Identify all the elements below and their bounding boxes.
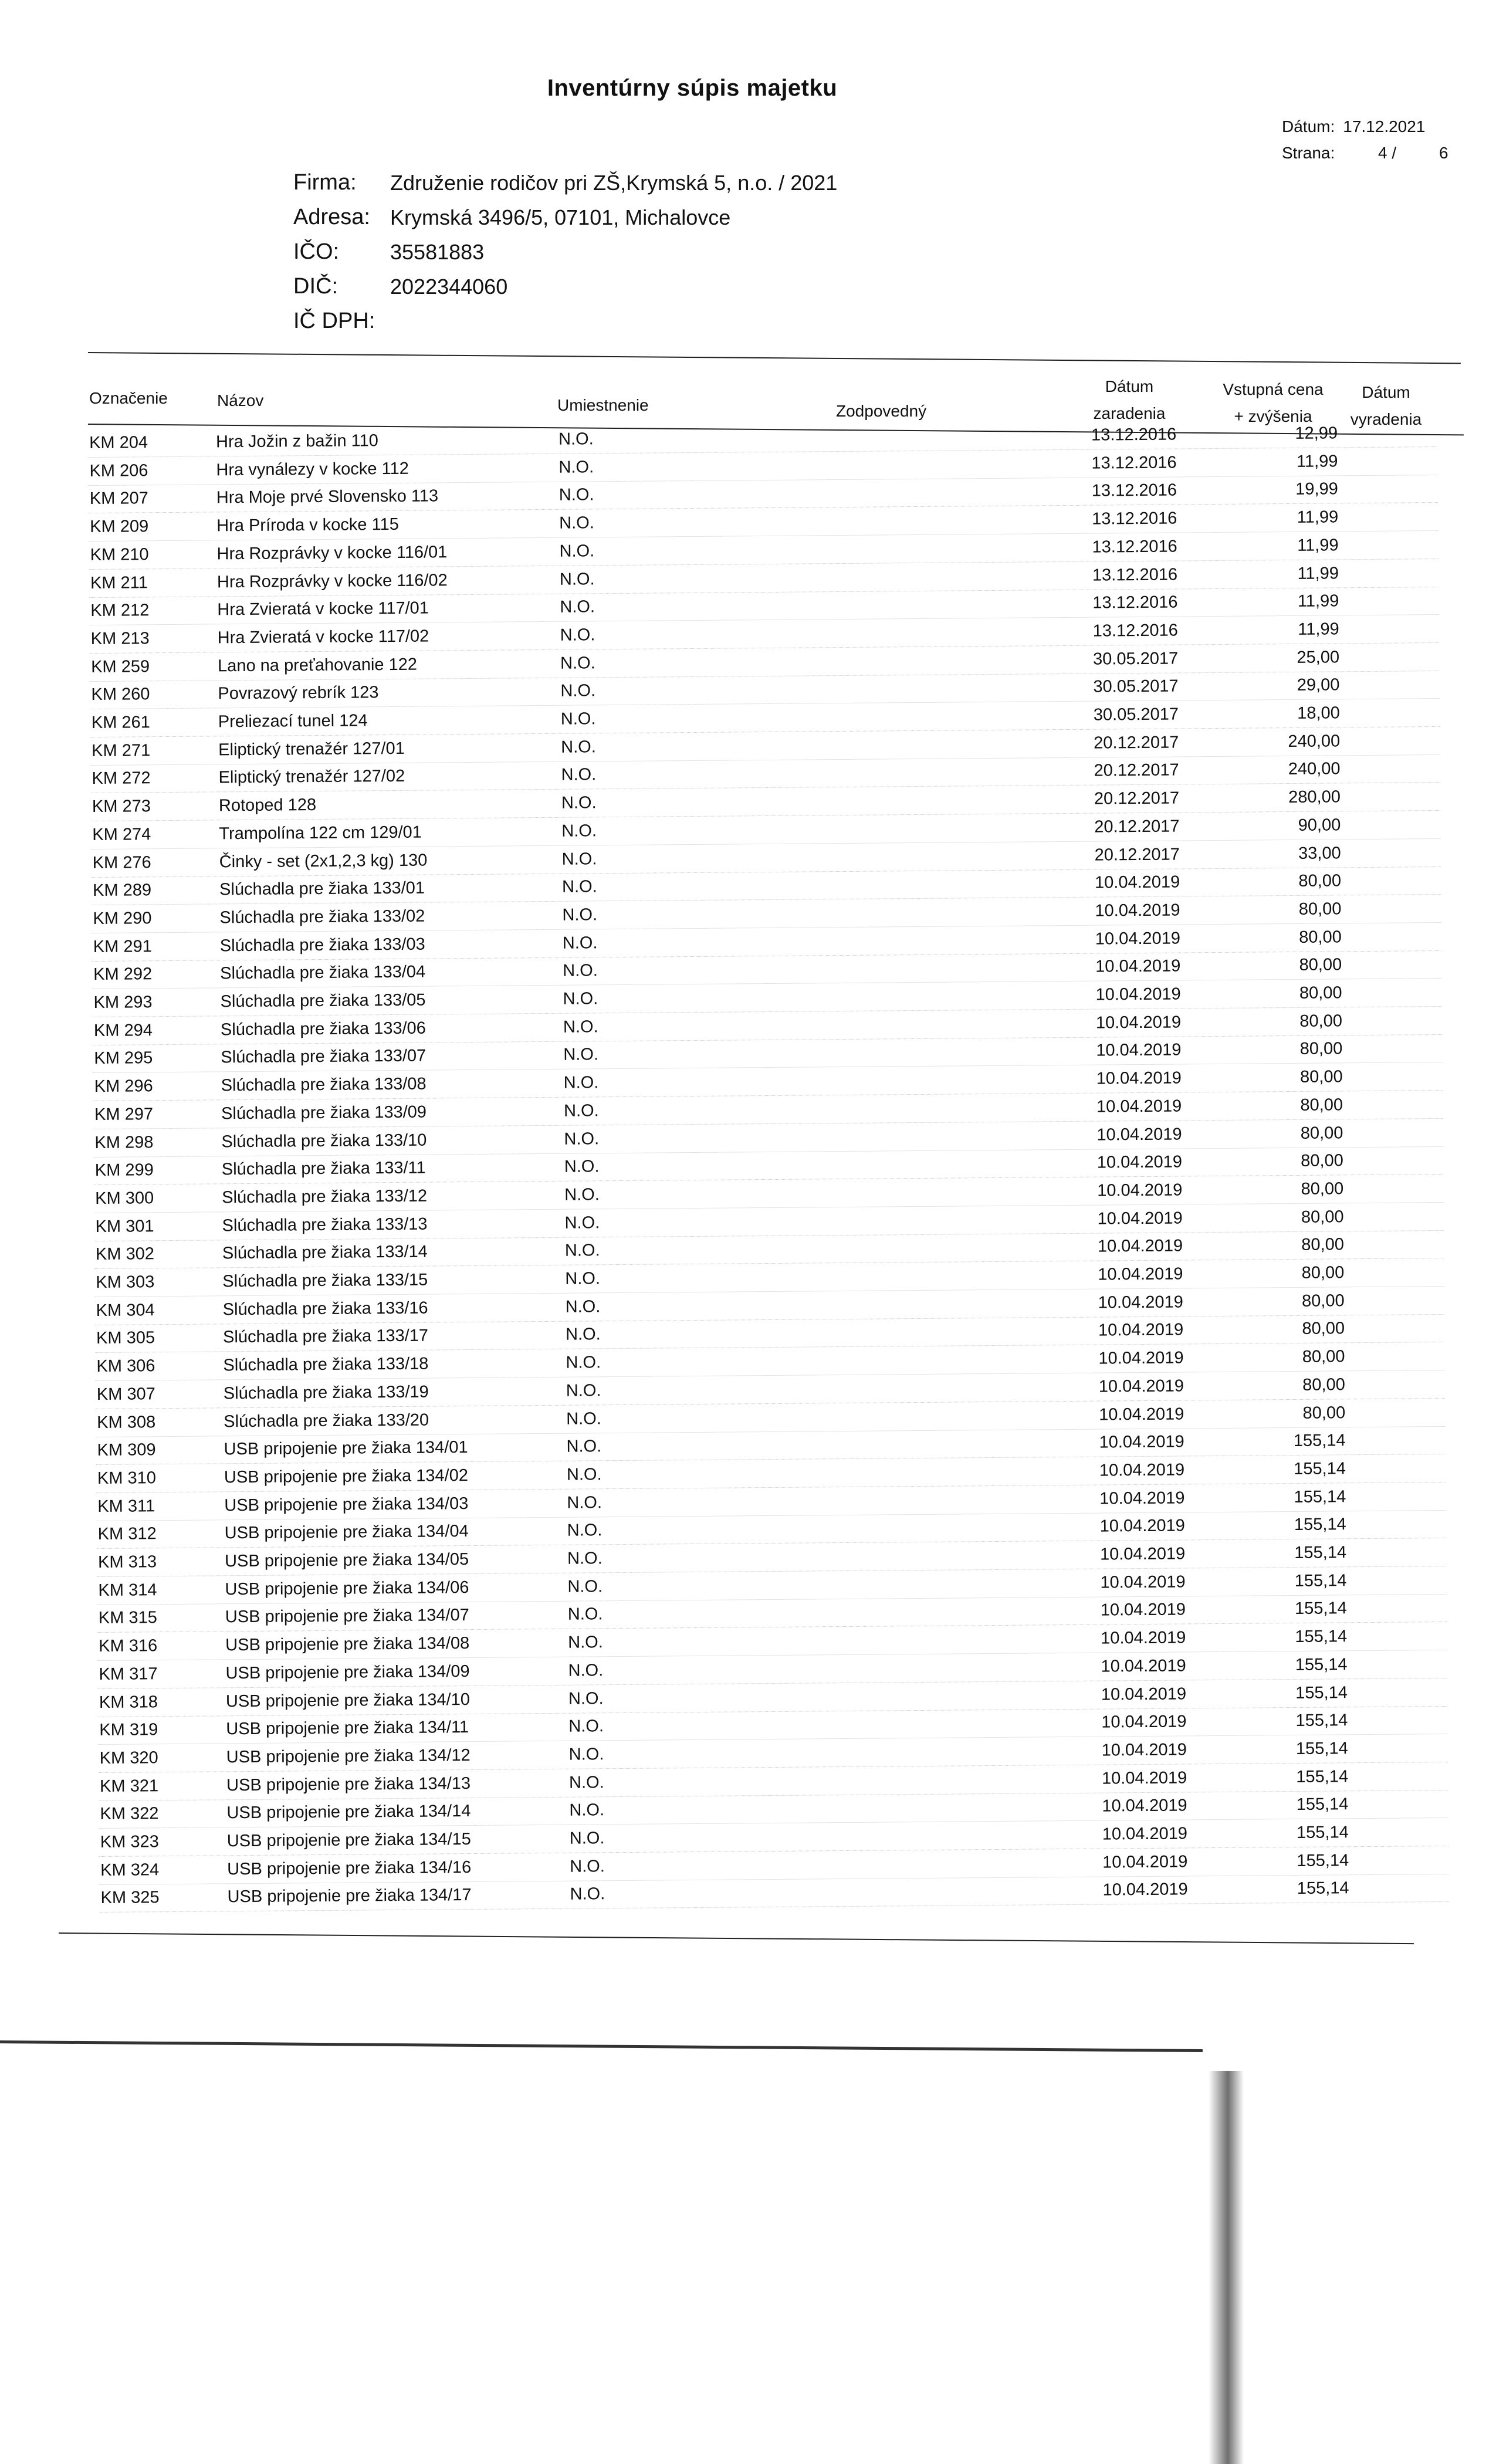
asset-date: 30.05.2017: [1093, 676, 1179, 696]
asset-location: N.O.: [568, 1661, 604, 1680]
asset-location: N.O.: [559, 457, 594, 477]
header-vstupna-cena-l1: Vstupná cena: [1223, 380, 1324, 398]
asset-location: N.O.: [563, 1017, 598, 1037]
asset-location: N.O.: [565, 1269, 601, 1288]
asset-location: N.O.: [559, 569, 595, 589]
firma-value: Združenie rodičov pri ZŠ,Krymská 5, n.o. / 2021: [390, 170, 838, 195]
scan-shadow: [1209, 2071, 1244, 2464]
asset-date: 10.04.2019: [1096, 1040, 1182, 1061]
asset-price: 80,00: [1301, 1291, 1345, 1311]
asset-code: KM 292: [93, 964, 153, 984]
asset-date: 10.04.2019: [1099, 1544, 1186, 1564]
asset-code: KM 210: [90, 545, 149, 564]
asset-date: 10.04.2019: [1098, 1264, 1183, 1284]
asset-location: N.O.: [561, 877, 597, 896]
asset-location: N.O.: [566, 1465, 602, 1484]
asset-price: 80,00: [1299, 983, 1342, 1003]
asset-price: 80,00: [1300, 1123, 1343, 1143]
asset-price: 240,00: [1288, 732, 1341, 751]
asset-name: Slúchadla pre žiaka 133/12: [222, 1186, 428, 1207]
asset-date: 30.05.2017: [1092, 649, 1179, 669]
asset-price: 80,00: [1299, 1039, 1343, 1059]
asset-code: KM 294: [93, 1020, 153, 1040]
asset-price: 19,99: [1295, 479, 1338, 499]
asset-code: KM 271: [92, 740, 151, 760]
date-label: Dátum:: [1282, 117, 1335, 136]
asset-code: KM 261: [91, 713, 150, 733]
asset-code: KM 322: [100, 1804, 159, 1824]
asset-price: 80,00: [1302, 1403, 1346, 1423]
asset-code: KM 212: [90, 601, 150, 621]
asset-location: N.O.: [570, 1856, 605, 1876]
asset-date: 10.04.2019: [1102, 1824, 1188, 1844]
asset-date: 10.04.2019: [1101, 1656, 1186, 1676]
asset-price: 11,99: [1298, 620, 1339, 639]
asset-price: 80,00: [1298, 899, 1342, 919]
asset-code: KM 319: [99, 1720, 158, 1740]
asset-name: Rotoped 128: [218, 796, 317, 815]
asset-location: N.O.: [563, 961, 598, 981]
asset-date: 10.04.2019: [1099, 1488, 1185, 1508]
asset-price: 11,99: [1297, 591, 1339, 611]
asset-date: 10.04.2019: [1095, 901, 1180, 920]
asset-price: 155,14: [1294, 1487, 1346, 1507]
asset-code: KM 293: [93, 993, 153, 1013]
asset-code: KM 316: [99, 1636, 158, 1656]
asset-date: 10.04.2019: [1099, 1404, 1184, 1424]
asset-name: Hra Zvieratá v kocke 117/01: [217, 598, 429, 620]
asset-code: KM 274: [92, 825, 151, 844]
asset-location: N.O.: [566, 1409, 601, 1429]
asset-price: 90,00: [1298, 815, 1341, 835]
asset-date: 10.04.2019: [1102, 1796, 1187, 1816]
asset-code: KM 315: [98, 1608, 157, 1628]
asset-location: N.O.: [569, 1800, 605, 1820]
asset-price: 155,14: [1295, 1655, 1348, 1674]
asset-date: 20.12.2017: [1094, 817, 1180, 837]
ico-value: 35581883: [390, 239, 485, 264]
asset-date: 20.12.2017: [1094, 733, 1179, 753]
asset-name: Slúchadla pre žiaka 133/20: [224, 1410, 429, 1431]
asset-name: Povrazový rebrík 123: [218, 683, 379, 703]
asset-price: 280,00: [1288, 787, 1341, 807]
asset-name: USB pripojenie pre žiaka 134/03: [224, 1494, 469, 1515]
asset-code: KM 317: [99, 1664, 158, 1684]
asset-name: USB pripojenie pre žiaka 134/15: [226, 1830, 471, 1851]
asset-price: 155,14: [1295, 1627, 1348, 1647]
asset-code: KM 276: [92, 852, 151, 872]
asset-location: N.O.: [562, 933, 598, 953]
asset-code: KM 303: [96, 1272, 155, 1292]
asset-location: N.O.: [560, 597, 595, 617]
asset-location: N.O.: [559, 485, 594, 505]
asset-location: N.O.: [562, 905, 598, 925]
asset-price: 80,00: [1301, 1151, 1343, 1171]
asset-date: 13.12.2016: [1092, 565, 1178, 585]
asset-code: KM 321: [99, 1776, 159, 1796]
asset-date: 10.04.2019: [1097, 1236, 1183, 1256]
asset-date: 20.12.2017: [1094, 788, 1180, 808]
asset-date: 10.04.2019: [1096, 1124, 1182, 1145]
date-value: 17.12.2021: [1343, 117, 1426, 136]
asset-date: 10.04.2019: [1100, 1600, 1186, 1620]
asset-name: Slúchadla pre žiaka 133/02: [219, 906, 425, 928]
asset-location: N.O.: [564, 1185, 600, 1204]
asset-code: KM 325: [100, 1888, 160, 1908]
asset-code: KM 300: [95, 1189, 154, 1208]
asset-date: 13.12.2016: [1091, 425, 1177, 445]
asset-location: N.O.: [563, 989, 598, 1008]
asset-price: 80,00: [1302, 1347, 1345, 1366]
asset-date: 10.04.2019: [1096, 1152, 1183, 1172]
asset-location: N.O.: [564, 1157, 600, 1176]
asset-code: KM 324: [100, 1860, 160, 1880]
asset-date: 10.04.2019: [1096, 1068, 1182, 1088]
asset-location: N.O.: [565, 1297, 601, 1316]
asset-name: Slúchadla pre žiaka 133/18: [223, 1354, 429, 1375]
asset-name: USB pripojenie pre žiaka 134/08: [225, 1634, 470, 1655]
asset-date: 10.04.2019: [1098, 1348, 1184, 1368]
asset-price: 11,99: [1296, 452, 1338, 471]
asset-date: 10.04.2019: [1102, 1880, 1188, 1900]
asset-date: 10.04.2019: [1101, 1684, 1187, 1704]
asset-name: USB pripojenie pre žiaka 134/10: [225, 1690, 471, 1711]
asset-location: N.O.: [567, 1576, 603, 1596]
asset-price: 155,14: [1295, 1711, 1348, 1731]
asset-name: USB pripojenie pre žiaka 134/01: [224, 1438, 468, 1459]
asset-date: 30.05.2017: [1093, 705, 1179, 725]
asset-date: 10.04.2019: [1095, 956, 1181, 976]
asset-name: Slúchadla pre žiaka 133/19: [223, 1382, 429, 1403]
asset-code: KM 318: [99, 1692, 158, 1712]
asset-price: 155,14: [1294, 1571, 1347, 1590]
asset-location: N.O.: [561, 793, 597, 813]
asset-date: 13.12.2016: [1092, 509, 1177, 529]
asset-price: 11,99: [1297, 536, 1339, 555]
asset-location: N.O.: [567, 1521, 603, 1541]
asset-code: KM 307: [96, 1385, 155, 1404]
asset-location: N.O.: [561, 737, 596, 757]
asset-code: KM 302: [95, 1244, 155, 1264]
asset-date: 10.04.2019: [1101, 1712, 1187, 1732]
asset-price: 80,00: [1299, 927, 1342, 947]
asset-name: Preliezací tunel 124: [218, 711, 368, 732]
asset-date: 13.12.2016: [1092, 621, 1178, 641]
asset-code: KM 289: [92, 881, 152, 901]
asset-location: N.O.: [559, 513, 594, 533]
asset-name: Slúchadla pre žiaka 133/13: [222, 1214, 428, 1235]
asset-code: KM 260: [91, 685, 150, 705]
asset-price: 80,00: [1301, 1263, 1345, 1282]
asset-price: 80,00: [1299, 1067, 1343, 1087]
asset-code: KM 290: [93, 909, 152, 928]
asset-price: 240,00: [1288, 759, 1341, 779]
header-zodpovedny: Zodpovedný: [836, 402, 927, 420]
asset-price: 80,00: [1301, 1207, 1344, 1227]
asset-code: KM 204: [89, 433, 148, 453]
asset-name: USB pripojenie pre žiaka 134/12: [226, 1745, 471, 1767]
asset-location: N.O.: [568, 1688, 604, 1708]
asset-location: N.O.: [564, 1241, 600, 1261]
asset-price: 155,14: [1294, 1543, 1347, 1562]
asset-location: N.O.: [568, 1717, 604, 1736]
asset-code: KM 311: [97, 1496, 155, 1516]
dic-label: DIČ:: [293, 274, 338, 299]
asset-location: N.O.: [568, 1633, 603, 1652]
asset-name: Hra Zvieratá v kocke 117/02: [217, 627, 429, 648]
asset-location: N.O.: [566, 1381, 601, 1400]
asset-date: 10.04.2019: [1096, 1096, 1182, 1116]
asset-price: 80,00: [1301, 1179, 1344, 1199]
asset-name: Činky - set (2x1,2,3 kg) 130: [219, 851, 428, 871]
asset-code: KM 206: [89, 461, 148, 480]
asset-price: 155,14: [1297, 1850, 1349, 1870]
asset-code: KM 295: [94, 1048, 153, 1068]
asset-location: N.O.: [566, 1437, 602, 1456]
dic-value: 2022344060: [390, 274, 508, 299]
asset-location: N.O.: [568, 1745, 604, 1764]
asset-date: 13.12.2016: [1092, 537, 1177, 557]
asset-price: 11,99: [1297, 507, 1339, 527]
firma-label: Firma:: [293, 170, 357, 195]
asset-date: 10.04.2019: [1095, 1013, 1182, 1033]
asset-location: N.O.: [559, 541, 595, 561]
asset-name: Hra Jožin z bažin 110: [215, 431, 378, 452]
page-total: 6: [1439, 144, 1448, 162]
asset-price: 155,14: [1293, 1431, 1346, 1451]
asset-location: N.O.: [560, 625, 595, 645]
asset-location: N.O.: [568, 1772, 604, 1792]
asset-price: 155,14: [1294, 1599, 1347, 1619]
asset-location: N.O.: [567, 1549, 603, 1568]
asset-code: KM 211: [90, 573, 148, 593]
asset-name: Hra Moje prvé Slovensko 113: [216, 486, 439, 507]
asset-code: KM 306: [96, 1356, 155, 1376]
asset-price: 155,14: [1294, 1459, 1346, 1478]
asset-code: KM 323: [100, 1832, 159, 1852]
asset-name: Slúchadla pre žiaka 133/10: [221, 1131, 427, 1151]
asset-price: 80,00: [1300, 1095, 1343, 1115]
asset-code: KM 301: [95, 1216, 154, 1236]
asset-price: 80,00: [1299, 1011, 1343, 1031]
adresa-value: Krymská 3496/5, 07101, Michalovce: [390, 205, 731, 229]
asset-name: USB pripojenie pre žiaka 134/14: [226, 1802, 471, 1823]
asset-code: KM 297: [94, 1105, 154, 1124]
asset-price: 18,00: [1297, 703, 1340, 723]
asset-name: Hra vynálezy v kocke 112: [216, 459, 409, 480]
asset-date: 20.12.2017: [1094, 844, 1180, 865]
asset-code: KM 304: [96, 1300, 155, 1320]
asset-date: 10.04.2019: [1098, 1320, 1184, 1340]
asset-code: KM 296: [94, 1077, 153, 1096]
asset-code: KM 314: [98, 1580, 157, 1600]
asset-name: Slúchadla pre žiaka 133/09: [221, 1102, 427, 1123]
asset-price: 25,00: [1297, 647, 1340, 667]
asset-name: Slúchadla pre žiaka 133/16: [222, 1298, 428, 1319]
asset-location: N.O.: [564, 1129, 600, 1149]
asset-name: Slúchadla pre žiaka 133/14: [222, 1242, 428, 1263]
asset-price: 155,14: [1296, 1823, 1349, 1842]
asset-name: USB pripojenie pre žiaka 134/09: [225, 1661, 470, 1683]
asset-date: 10.04.2019: [1101, 1740, 1187, 1760]
asset-name: USB pripojenie pre žiaka 134/17: [227, 1886, 472, 1907]
asset-location: N.O.: [561, 765, 597, 785]
asset-code: KM 209: [90, 517, 149, 537]
asset-name: USB pripojenie pre žiaka 134/02: [224, 1465, 469, 1487]
asset-location: N.O.: [566, 1353, 601, 1372]
asset-code: KM 310: [97, 1468, 157, 1488]
asset-date: 10.04.2019: [1101, 1768, 1187, 1788]
asset-date: 10.04.2019: [1094, 872, 1180, 892]
asset-name: Slúchadla pre žiaka 133/05: [220, 990, 426, 1011]
asset-price: 11,99: [1297, 563, 1339, 583]
asset-name: Slúchadla pre žiaka 133/07: [221, 1046, 427, 1067]
asset-name: USB pripojenie pre žiaka 134/13: [226, 1773, 471, 1795]
asset-date: 13.12.2016: [1091, 453, 1177, 473]
asset-name: Slúchadla pre žiaka 133/11: [221, 1158, 426, 1179]
asset-code: KM 313: [97, 1552, 157, 1572]
asset-location: N.O.: [567, 1492, 603, 1512]
asset-date: 10.04.2019: [1098, 1292, 1183, 1312]
asset-name: Slúchadla pre žiaka 133/04: [220, 962, 426, 983]
asset-location: N.O.: [563, 1101, 599, 1121]
asset-price: 80,00: [1302, 1319, 1345, 1339]
asset-price: 155,14: [1295, 1683, 1348, 1703]
header-oznacenie: Označenie: [89, 389, 168, 407]
asset-location: N.O.: [561, 849, 597, 869]
asset-location: N.O.: [567, 1605, 603, 1624]
page-value: 4 /: [1378, 144, 1397, 162]
asset-name: Slúchadla pre žiaka 133/08: [221, 1074, 427, 1095]
asset-name: USB pripojenie pre žiaka 134/07: [225, 1606, 469, 1627]
adresa-label: Adresa:: [293, 205, 370, 229]
icdph-label: IČ DPH:: [293, 309, 375, 333]
document-title: Inventúrny súpis majetku: [547, 75, 838, 101]
header-datum-zaradenia-l2: zaradenia: [1093, 404, 1166, 422]
asset-name: Slúchadla pre žiaka 133/15: [222, 1270, 428, 1291]
asset-date: 10.04.2019: [1102, 1852, 1188, 1872]
asset-code: KM 291: [93, 936, 152, 956]
asset-date: 10.04.2019: [1101, 1628, 1186, 1648]
asset-name: USB pripojenie pre žiaka 134/04: [224, 1522, 469, 1543]
asset-code: KM 320: [99, 1748, 158, 1768]
asset-location: N.O.: [569, 1829, 605, 1848]
asset-date: 13.12.2016: [1091, 480, 1177, 501]
asset-price: 29,00: [1297, 675, 1340, 695]
asset-price: 155,14: [1296, 1795, 1349, 1815]
asset-date: 10.04.2019: [1097, 1180, 1183, 1200]
asset-date: 10.04.2019: [1095, 984, 1181, 1004]
asset-price: 80,00: [1302, 1375, 1345, 1395]
asset-code: KM 207: [89, 489, 148, 509]
asset-date: 10.04.2019: [1095, 929, 1181, 949]
header-datum-vyradenia-l1: Dátum: [1362, 383, 1410, 401]
asset-price: 155,14: [1295, 1739, 1348, 1758]
asset-location: N.O.: [570, 1884, 605, 1904]
asset-code: KM 312: [97, 1524, 157, 1544]
asset-code: KM 298: [94, 1132, 154, 1152]
asset-name: Slúchadla pre žiaka 133/06: [220, 1018, 426, 1040]
asset-price: 12,99: [1295, 424, 1338, 443]
asset-location: N.O.: [560, 681, 596, 701]
asset-price: 155,14: [1294, 1515, 1346, 1535]
asset-code: KM 305: [96, 1328, 155, 1348]
asset-price: 80,00: [1298, 871, 1342, 891]
asset-code: KM 309: [97, 1440, 156, 1460]
asset-location: N.O.: [558, 429, 594, 449]
asset-name: Hra Príroda v kocke 115: [216, 515, 399, 536]
asset-date: 20.12.2017: [1094, 760, 1179, 781]
asset-name: USB pripojenie pre žiaka 134/16: [227, 1857, 472, 1879]
page-label: Strana:: [1282, 144, 1335, 162]
asset-name: USB pripojenie pre žiaka 134/05: [224, 1550, 469, 1571]
header-vstupna-cena-l2: + zvýšenia: [1234, 407, 1312, 425]
asset-location: N.O.: [563, 1045, 599, 1065]
asset-price: 80,00: [1299, 955, 1342, 975]
asset-code: KM 213: [90, 629, 150, 648]
asset-date: 10.04.2019: [1097, 1209, 1183, 1228]
asset-name: Eliptický trenažér 127/01: [218, 739, 405, 760]
asset-price: 80,00: [1301, 1235, 1345, 1255]
asset-location: N.O.: [560, 653, 595, 673]
asset-name: Slúchadla pre žiaka 133/17: [222, 1326, 429, 1347]
asset-date: 10.04.2019: [1099, 1460, 1185, 1480]
asset-price: 155,14: [1296, 1766, 1349, 1786]
header-datum-zaradenia-l1: Dátum: [1105, 377, 1154, 395]
asset-date: 10.04.2019: [1099, 1516, 1185, 1536]
asset-name: Trampolína 122 cm 129/01: [219, 823, 422, 844]
asset-price: 33,00: [1298, 843, 1341, 863]
asset-location: N.O.: [565, 1325, 601, 1345]
asset-name: USB pripojenie pre žiaka 134/11: [226, 1718, 469, 1739]
asset-location: N.O.: [561, 821, 597, 841]
asset-code: KM 272: [92, 769, 151, 788]
header-nazov: Názov: [217, 391, 264, 409]
asset-name: Eliptický trenažér 127/02: [218, 767, 405, 787]
asset-date: 10.04.2019: [1098, 1376, 1184, 1396]
asset-date: 10.04.2019: [1099, 1432, 1184, 1452]
asset-name: Slúchadla pre žiaka 133/01: [219, 878, 425, 899]
header-datum-vyradenia-l2: vyradenia: [1350, 410, 1422, 428]
asset-name: Lano na preťahovanie 122: [217, 655, 418, 675]
asset-code: KM 273: [92, 797, 151, 817]
asset-code: KM 259: [90, 656, 150, 676]
asset-name: Slúchadla pre žiaka 133/03: [219, 935, 425, 955]
ico-label: IČO:: [293, 239, 340, 264]
asset-location: N.O.: [564, 1213, 600, 1233]
asset-code: KM 299: [94, 1160, 154, 1180]
asset-name: Hra Rozprávky v kocke 116/01: [216, 543, 448, 564]
asset-date: 10.04.2019: [1100, 1572, 1186, 1592]
header-umiestnenie: Umiestnenie: [557, 396, 649, 414]
asset-name: Hra Rozprávky v kocke 116/02: [216, 570, 448, 591]
asset-name: USB pripojenie pre žiaka 134/06: [225, 1578, 469, 1599]
asset-location: N.O.: [560, 709, 596, 729]
asset-code: KM 308: [97, 1412, 156, 1432]
asset-price: 155,14: [1297, 1879, 1349, 1898]
asset-date: 13.12.2016: [1092, 593, 1178, 612]
asset-location: N.O.: [563, 1073, 599, 1092]
